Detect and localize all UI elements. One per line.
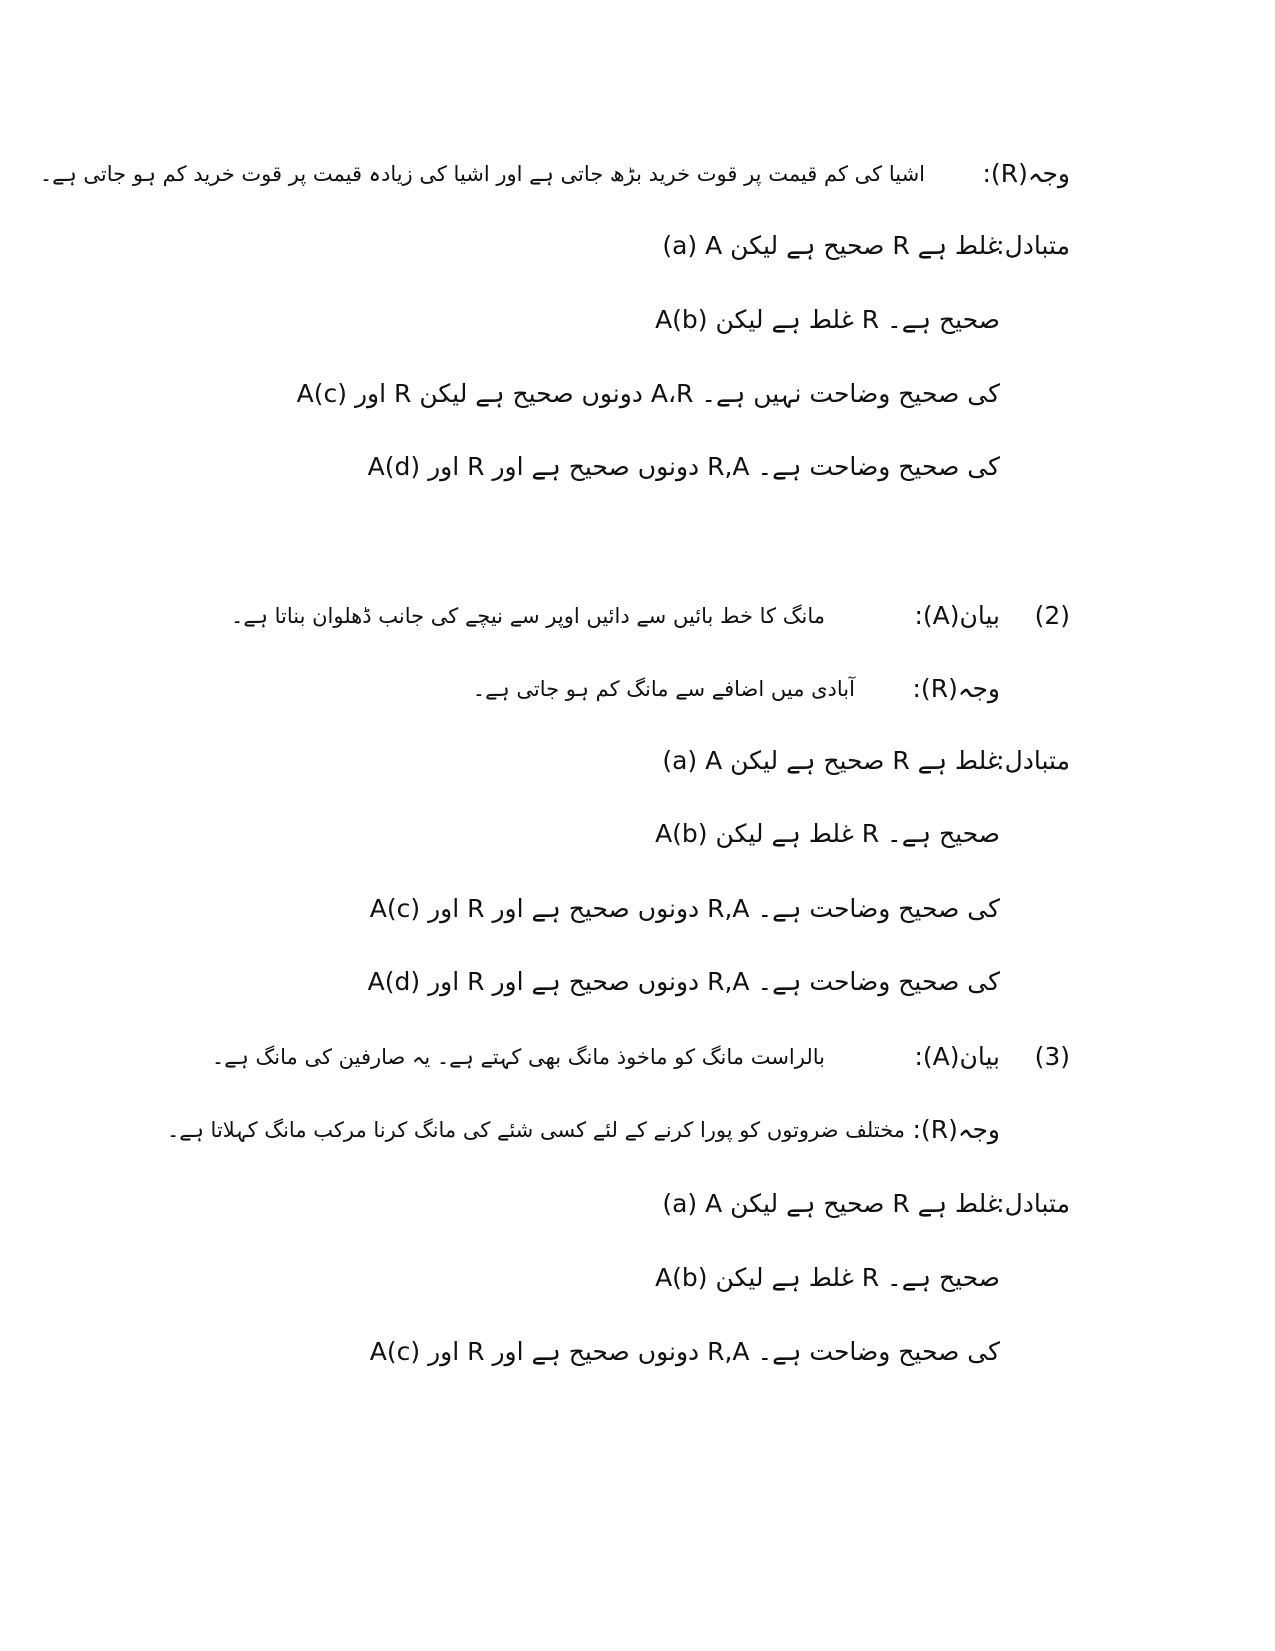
q3-option-b-line bbox=[0, 1254, 1275, 1302]
q3-option-b: A(b) غلط ہے لیکن R صحیح ہے۔ bbox=[655, 1263, 1000, 1292]
q3-option-c: A(c) اور R دونوں صحیح ہے اور R,A کی صحیح وضاحت ہے۔ bbox=[369, 1337, 1000, 1366]
q3-number: (3) bbox=[1034, 1042, 1070, 1071]
q1-reason-label: وجہ(R): bbox=[982, 159, 1070, 188]
q3-statement-line bbox=[0, 1033, 1275, 1081]
q2-option-d-line bbox=[0, 958, 1275, 1006]
q1-option-b: A(b) غلط ہے لیکن R صحیح ہے۔ bbox=[655, 305, 1000, 334]
q3-reason-label: وجہ(R): bbox=[912, 1115, 1000, 1144]
q2-statement-label: بیان(A): bbox=[914, 601, 1000, 630]
q2-option-d: A(d) اور R دونوں صحیح ہے اور R,A کی صحیح وضاحت ہے۔ bbox=[367, 967, 1000, 996]
q1-alternatives-label: متبادل: bbox=[996, 231, 1070, 260]
q3-option-c-line bbox=[0, 1328, 1275, 1376]
q2-statement-text: مانگ کا خط بائیں سے دائیں اوپر سے نیچے کی جانب ڈھلوان بناتا ہے۔ bbox=[231, 604, 825, 628]
q2-number: (2) bbox=[1034, 601, 1070, 630]
q2-option-a: (a) A صحیح ہے لیکن R غلط ہے bbox=[662, 746, 1000, 775]
q1-option-c-line bbox=[0, 370, 1275, 418]
q2-reason-line bbox=[0, 665, 1275, 713]
q1-option-a: (a) A صحیح ہے لیکن R غلط ہے bbox=[662, 231, 1000, 260]
q3-alternatives-line bbox=[0, 1180, 1275, 1228]
q1-option-c: A(c) اور R دونوں صحیح ہے لیکن A،R کی صحیح وضاحت نہیں ہے۔ bbox=[296, 379, 1000, 408]
q3-statement-text: بالراست مانگ کو ماخوذ مانگ بھی کہتے ہے۔ یہ صارفین کی مانگ ہے۔ bbox=[211, 1045, 825, 1069]
q2-reason-text: آبادی میں اضافے سے مانگ کم ہو جاتی ہے۔ bbox=[472, 677, 855, 701]
q2-option-b: A(b) غلط ہے لیکن R صحیح ہے۔ bbox=[655, 819, 1000, 848]
q3-statement-label: بیان(A): bbox=[914, 1042, 1000, 1071]
q1-option-d: A(d) اور R دونوں صحیح ہے اور R,A کی صحیح وضاحت ہے۔ bbox=[367, 452, 1000, 481]
q2-reason-label: وجہ(R): bbox=[912, 674, 1000, 703]
q2-option-c-line bbox=[0, 885, 1275, 933]
q1-alternatives-line bbox=[0, 222, 1275, 270]
q2-statement-line bbox=[0, 592, 1275, 640]
q2-alternatives-label: متبادل: bbox=[996, 746, 1070, 775]
q3-option-a: (a) A صحیح ہے لیکن R غلط ہے bbox=[662, 1189, 1000, 1218]
q2-option-b-line bbox=[0, 810, 1275, 858]
q3-alternatives-label: متبادل: bbox=[996, 1189, 1070, 1218]
q1-option-b-line bbox=[0, 296, 1275, 344]
q2-option-c: A(c) اور R دونوں صحیح ہے اور R,A کی صحیح وضاحت ہے۔ bbox=[369, 894, 1000, 923]
q1-reason-text: اشیا کی کم قیمت پر قوت خرید بڑھ جاتی ہے اور اشیا کی زیادہ قیمت پر قوت خرید کم ہو جاتی ہے۔ bbox=[39, 162, 925, 186]
q3-reason-text: مختلف ضروتوں کو پورا کرنے کے لئے کسی شئے کی مانگ کرنا مرکب مانگ کہلاتا ہے۔ bbox=[166, 1118, 905, 1142]
q1-option-d-line bbox=[0, 443, 1275, 491]
q1-reason-line bbox=[0, 150, 1275, 198]
q3-reason-line bbox=[0, 1106, 1275, 1154]
q2-alternatives-line bbox=[0, 737, 1275, 785]
